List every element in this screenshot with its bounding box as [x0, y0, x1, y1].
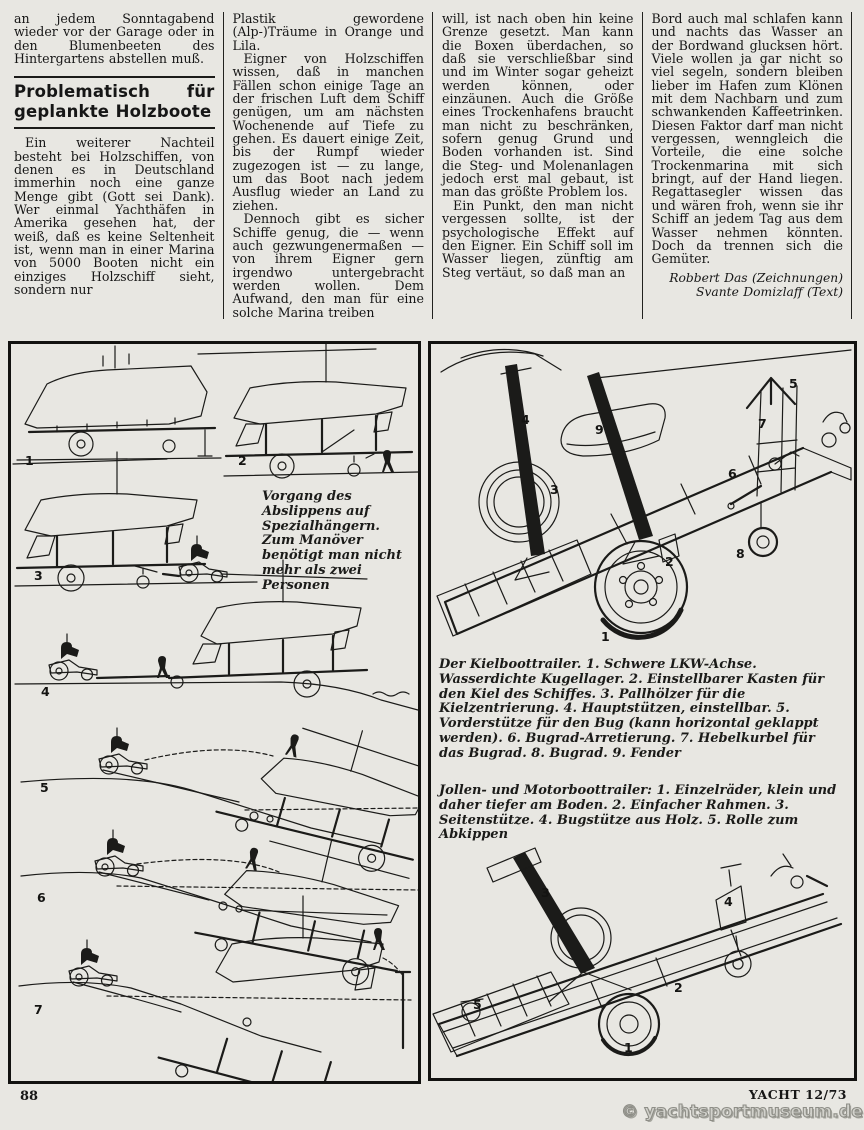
part-label: 7 [758, 416, 767, 431]
figure-number: 3 [34, 568, 43, 583]
figure-number: 1 [25, 453, 34, 468]
slipping-sequence-drawing [11, 344, 418, 1081]
part-label: 3 [541, 885, 550, 900]
figure-number: 6 [37, 890, 46, 905]
paragraph: Ein weiterer Nachteil besteht bei Holzschiffen, von denen es in Deutschland immerhin noch eine ganze Menge gibt (Gott sei Dank). Wer einmal Yachthäfen in Amerika gesehen hat, der weiß, daß es keine Seltenheit ist, wenn man in einer Marina von 5000 Booten nicht ein einziges Holzschiff sieht, sondern nur [14, 135, 215, 298]
column-1 [14, 12, 224, 319]
part-label: 1 [624, 1040, 633, 1055]
part-label: 5 [789, 376, 798, 391]
part-label: 3 [550, 482, 559, 497]
paragraph: an jedem Sonntagabend wieder vor der Garage oder in den Blumenbeeten des Hintergartens abstellen muß. [14, 11, 215, 67]
figure-5-down-slip [21, 698, 418, 882]
column-2 [224, 12, 434, 319]
byline-illustrator: Robbert Das (Zeichnungen) [669, 270, 843, 285]
figure-number: 2 [238, 453, 247, 468]
figure-1-covered-boat [17, 346, 221, 468]
part-label: 1 [601, 629, 610, 644]
paragraph: Dennoch gibt es sicher Schiffe genug, die — wenn auch gezwungenermaßen — von ihrem Eigner gern irgendwo untergebracht werden wollen. Dem Aufwand, den man für eine solche Marina treiben [232, 211, 424, 320]
kielboottrailer-caption: Der Kielboottrailer. 1. Schwere LKW-Achse. Wasserdichte Kugellager. 2. Einstellbarer Kasten für den Kiel des Schiffes. 3. Pallhölzer für die Kielzentrierung. 4. Hauptstützen, einstellbar. 5. Vorderstütze für den Bug (kann horizontal geklappt werden). 6. Bugrad-Arretierung. 7. Hebelkurbel für das Bugrad. 8. Bugrad. 9. Fender [439, 657, 825, 761]
figure-number: 4 [41, 684, 50, 699]
part-label: 4 [724, 894, 733, 909]
paragraph: Plastik gewordene (Alp-)Träume in Orange und Lila. [232, 11, 424, 53]
page-number: 88 [20, 1089, 39, 1104]
trailer-box [428, 341, 857, 1081]
slipping-sequence-box [8, 341, 421, 1084]
column-3 [433, 12, 643, 319]
slipping-caption: Vorgang des Abslippens auf Spezialhängern. Zum Manöver benötigt man nicht mehr als zwei Personen [262, 489, 402, 593]
article-text [14, 12, 852, 319]
jollentrailer-drawing [431, 842, 854, 1072]
jollentrailer-caption: Jollen- und Motorboottrailer: 1. Einzelräder, klein und daher tiefer am Boden. 2. Einfacher Rahmen. 3. Seitenstütze. 4. Bugstütze aus Holz. 5. Rolle zum Abkippen [439, 783, 837, 843]
figure-number: 5 [40, 780, 49, 795]
byline-author: Svante Domizlaff (Text) [696, 285, 843, 300]
part-label: 4 [521, 412, 530, 427]
kielboottrailer-drawing [431, 344, 854, 656]
part-label: 8 [736, 546, 745, 561]
paragraph: Ein Punkt, den man nicht vergessen sollte, ist der psychologische Effekt auf den Eigner. Ein Schiff soll im Wasser liegen, zünftig am Steg vertäut, so daß man an [442, 197, 634, 280]
section-heading: Problematisch für geplankte Holzboote [14, 76, 215, 129]
figure-number: 7 [34, 1002, 43, 1017]
figure-3-tractor-hitched [13, 452, 257, 591]
paragraph: Bord auch mal schlafen kann und nachts das Wasser an der Bordwand glucksen hört. Viele wollen ja gar nicht so viel segeln, sondern bleiben lieber im Hafen zum Klönen mit dem Nachbarn und zum schwankenden Kaffeetrinken. Diesen Faktor darf man nicht vergessen, wenngleich die Vorteile, die eine solche Trockenmarina mit sich bringt, auf der Hand liegen. Regattasegler wissen das und wären froh, wenn sie ihr Schiff an jedem Tag aus dem Wasser nehmen könnten. Doch da trennen sich die Gemüter. [651, 11, 843, 267]
part-label: 9 [595, 422, 604, 437]
part-label: 6 [728, 466, 737, 481]
part-label: 2 [674, 980, 683, 995]
issue-label: YACHT 12/73 [748, 1087, 847, 1102]
part-label: 5 [473, 997, 482, 1012]
figure-7-afloat [19, 896, 411, 1081]
column-4 [643, 12, 853, 319]
part-label: 2 [665, 554, 674, 569]
byline [652, 271, 844, 300]
paragraph: will, ist nach oben hin keine Grenze gesetzt. Man kann die Boxen überdachen, so daß sie verschließbar sind und im Winter sogar geheizt werden können, oder einzäunen. Auch die Größe eines Trockenhafens braucht man nicht zu beschränken, sofern genug Grund und Boden vorhanden ist. Sind die Steg- und Molenanlagen jedoch erst mal gebaut, ist man das größte Problem los. [442, 11, 634, 200]
paragraph: Eigner von Holzschiffen wissen, daß in manchen Fällen schon einige Tage an der frischen Luft dem Schiff genügen, um am nächsten Wochenende auf Tiefe zu gehen. Es dauert einige Zeit, bis der Rumpf wieder zugezogen ist — zu lange, um das Boot nach jedem Ausflug wieder an Land zu ziehen. [232, 51, 424, 213]
watermark: © yachtsportmuseum.de [621, 1102, 863, 1122]
figure-2-boat-cranking [198, 344, 418, 478]
